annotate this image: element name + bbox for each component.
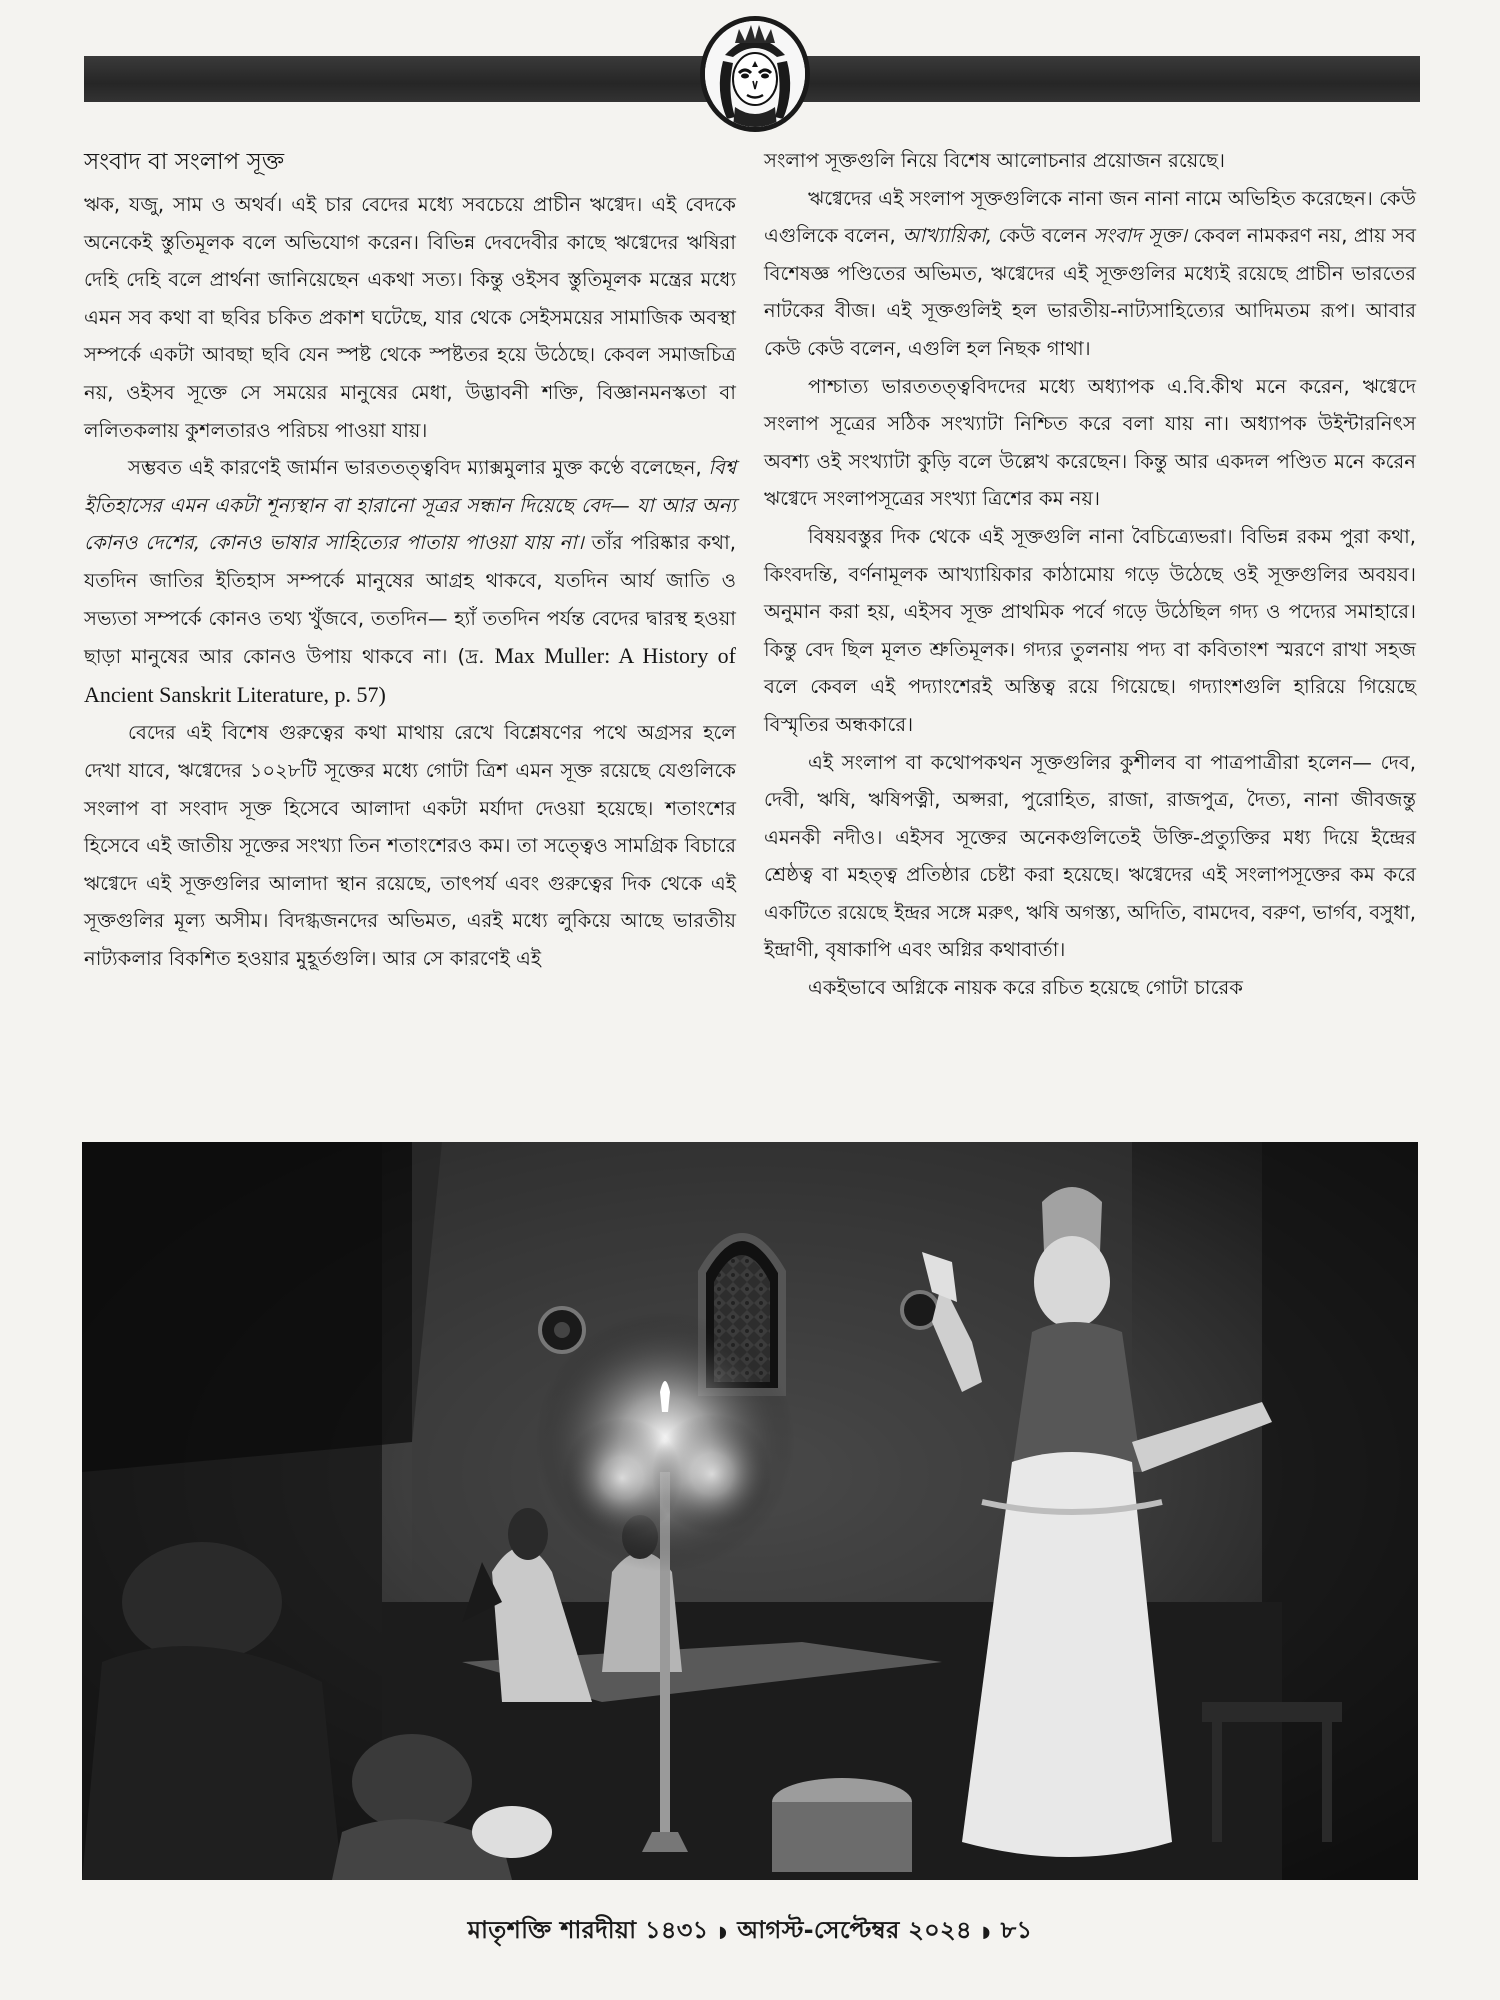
left-text-column: [84, 142, 736, 977]
right-paragraph-4: এই সংলাপ বা কথোপকথন সূক্তগুলির কুশীলব বা পাত্রপাত্রীরা হলেন— দেব, দেবী, ঋষি, ঋষিপত্নী, অপ্সরা, পুরোহিত, রাজা, রাজপুত্র, দৈত্য, নানা জীবজন্তু এমনকী নদীও। এইসব সূক্তের অনেকগুলিতেই উক্তি-প্রত্যুক্তির মধ্য দিয়ে ইন্দ্রের শ্রেষ্ঠত্ব বা মহত্ত্ব প্রতিষ্ঠার চেষ্টা করা হয়েছে। ঋগ্বেদের এই সংলাপসূক্তের কম করে একটিতে রয়েছে ইন্দ্রর সঙ্গে মরুৎ, ঋষি অগস্ত্য, অদিতি, বামদেব, বরুণ, ভার্গব, বসুধা, ইন্দ্রাণী, বৃষাকাপি এবং অগ্নির কথাবার্তা।: [764, 750, 1416, 962]
left-paragraph-2-lead: সম্ভবত এই কারণেই জার্মান ভারততত্ত্ববিদ ম্যাক্সমুলার মুক্ত কণ্ঠে বলেছেন,: [128, 456, 702, 480]
right-paragraph-1-b: কেউ বলেন: [998, 224, 1087, 248]
citation-reference: Max Muller: A History of Ancient Sanskrit Literature, p. 57): [84, 643, 737, 707]
left-paragraph-2-rest: তাঁর পরিষ্কার কথা, যতদিন জাতির ইতিহাস সম্পর্কে মানুষের আগ্রহ থাকবে, যতদিন আর্য জাতি ও সভ্যতা সম্পর্কে কোনও তথ্য খুঁজবে, ততদিন— হ্যাঁ ততদিন পর্যন্ত বেদের দ্বারস্থ হওয়া ছাড়া মানুষের আর কোনও উপায় থাকবে না। (দ্র.: [84, 531, 736, 669]
goddess-emblem-icon: [700, 16, 810, 132]
right-text-column: [764, 142, 1416, 1007]
footer-separator-icon: ◗: [981, 1921, 991, 1941]
footer-magazine-title: মাতৃশক্তি শারদীয়া ১৪৩১: [467, 1916, 709, 1944]
dance-performance-photo: [82, 1142, 1418, 1880]
right-paragraph-1: [764, 180, 1416, 368]
right-paragraph-1-c: কেবল নামকরণ নয়, প্রায় সব বিশেষজ্ঞ পণ্ডিতের অভিমত, ঋগ্বেদের এই সূক্তগুলির মধ্যেই রয়েছে প্রাচীন ভারতের নাটকের বীজ। এই সূক্তগুলিই হল ভারতীয়-নাট্যসাহিত্যের আদিমতম রূপ। আবার কেউ কেউ বলেন, এগুলি হল নিছক গাথা।: [764, 224, 1416, 360]
page-footer: [0, 1912, 1500, 1952]
right-paragraph-3: বিষয়বস্তুর দিক থেকে এই সূক্তগুলি নানা বৈচিত্র্যেভরা। বিভিন্ন রকম পুরা কথা, কিংবদন্তি, বর্ণনামূলক আখ্যায়িকার কাঠামোয় গড়ে উঠেছে ওই সূক্তগুলির অবয়ব। অনুমান করা হয়, এইসব সূক্ত প্রাথমিক পর্বে গড়ে উঠেছিল গদ্য ও পদ্যের সমাহারে। কিন্তু বেদ ছিল মূলত শ্রুতিমূলক। গদ্যর তুলনায় পদ্য বা কবিতাংশ স্মরণে রাখা সহজ বলে কেবল এই পদ্যাংশেরই অস্তিত্ব রয়ে গিয়েছে। গদ্যাংশগুলি হারিয়ে গিয়েছে বিস্মৃতির অন্ধকারে।: [764, 524, 1416, 736]
footer-issue-date: আগস্ট-সেপ্টেম্বর ২০২৪: [737, 1916, 972, 1944]
term-sambad-sukta: সংবাদ সূক্ত।: [1093, 224, 1187, 248]
footer-separator-icon: ◗: [718, 1921, 728, 1941]
left-paragraph-1: ঋক, যজু, সাম ও অথর্ব। এই চার বেদের মধ্যে সবচেয়ে প্রাচীন ঋগ্বেদ। এই বেদকে অনেকেই স্তুতিমূলক বলে অভিযোগ করেন। বিভিন্ন দেবদেবীর কাছে ঋগ্বেদের ঋষিরা দেহি দেহি বলে প্রার্থনা জানিয়েছেন একথা সত্য। কিন্তু ওইসব স্তুতিমূলক মন্ত্রের মধ্যে এমন সব কথা বা ছবির চকিত প্রকাশ ঘটেছে, যার থেকে সেইসময়ের সামাজিক অবস্থা সম্পর্কে একটা আবছা ছবি যেন স্পষ্ট থেকে স্পষ্টতর হয়ে উঠেছে। কেবল সমাজচিত্র নয়, ওইসব সূক্তে সে সময়ের মানুষের মেধা, উদ্ভাবনী শক্তি, বিজ্ঞানমনস্কতা বা ললিতকলায় কুশলতারও পরিচয় পাওয়া যায়।: [84, 193, 736, 442]
right-paragraph-0: সংলাপ সূক্তগুলি নিয়ে বিশেষ আলোচনার প্রয়োজন রয়েছে।: [764, 149, 1226, 172]
max-muller-quote: বিশ্ব ইতিহাসের এমন একটা শূন্যস্থান বা হারানো সূত্রর সন্ধান দিয়েছে বেদ— যা আর অন্য কোনও দেশের, কোনও ভাষার সাহিত্যের পাতায় পাওয়া যায় না।: [84, 456, 737, 555]
left-paragraph-3: বেদের এই বিশেষ গুরুত্বের কথা মাথায় রেখে বিশ্লেষণের পথে অগ্রসর হলে দেখা যাবে, ঋগ্বেদের ১০২৮টি সূক্তের মধ্যে গোটা ত্রিশ এমন সূক্ত রয়েছে যেগুলিকে সংলাপ বা সংবাদ সূক্ত হিসেবে আলাদা একটা মর্যাদা দেওয়া হয়েছে। শতাংশের হিসেবে এই জাতীয় সূক্তের সংখ্যা তিন শতাংশেরও কম। তা সত্ত্বেও সামগ্রিক বিচারে ঋগ্বেদে এই সূক্তগুলির আলাদা স্থান রয়েছে, তাৎপর্য এবং গুরুত্বের দিক থেকে এই সূক্তগুলির মূল্য অসীম। বিদগ্ধজনদের অভিমত, এরই মধ্যে লুকিয়ে আছে ভারতীয় নাট্যকলার বিকশিত হওয়ার মুহূর্তগুলি। আর সে কারণেই এই: [84, 721, 736, 970]
page-number: ৮১: [1000, 1916, 1033, 1944]
term-akhyayika: আখ্যায়িকা,: [902, 224, 993, 248]
section-heading: সংবাদ বা সংলাপ সূক্ত: [84, 149, 285, 175]
left-paragraph-2: [84, 449, 736, 714]
right-paragraph-2: পাশ্চাত্য ভারততত্ত্ববিদদের মধ্যে অধ্যাপক এ.বি.কীথ মনে করেন, ঋগ্বেদে সংলাপ সূত্রের সঠিক সংখ্যাটা নিশ্চিত করে বলা যায় না। অধ্যাপক উইন্টারনিৎস অবশ্য ওই সংখ্যাটা কুড়ি বলে উল্লেখ করেছেন। কিন্তু আর একদল পণ্ডিত মনে করেন ঋগ্বেদে সংলাপসূত্রের সংখ্যা ত্রিশের কম নয়।: [764, 374, 1416, 511]
right-paragraph-1-a: ঋগ্বেদের এই সংলাপ সূক্তগুলিকে নানা জন নানা নামে অভিহিত করেছেন। কেউ এগুলিকে বলেন,: [764, 186, 1416, 248]
right-paragraph-5: একইভাবে অগ্নিকে নায়ক করে রচিত হয়েছে গোটা চারেক: [808, 976, 1243, 1000]
